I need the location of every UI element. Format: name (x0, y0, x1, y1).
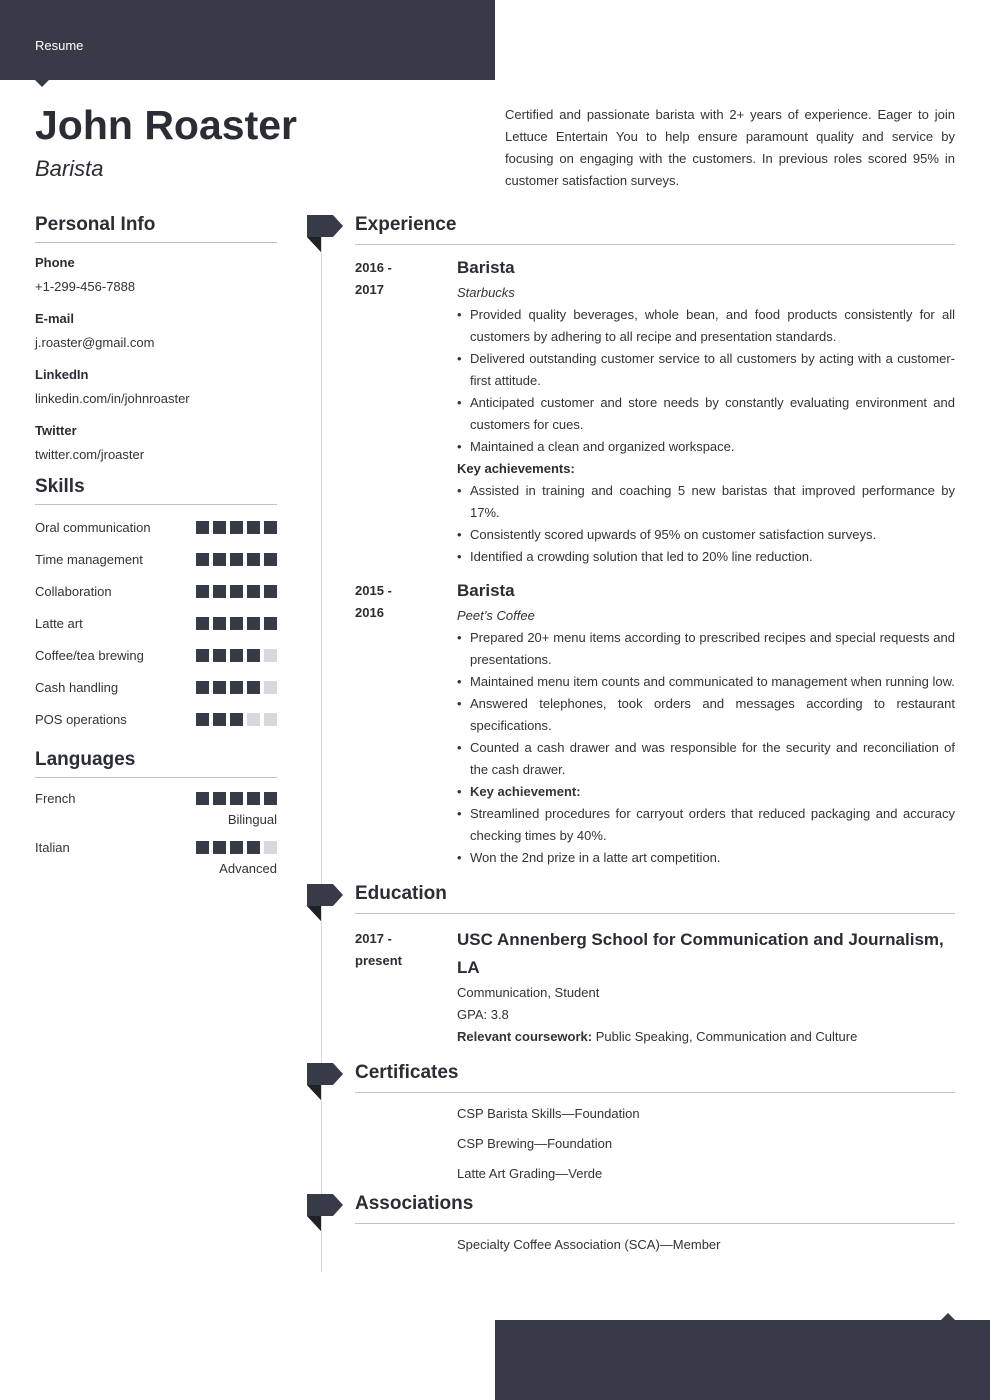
list-item: CSP Barista Skills—Foundation (457, 1106, 640, 1121)
section-flag-icon (307, 215, 344, 252)
summary-text: Certified and passionate barista with 2+ years of experience. Eager to join Lettuce Entertain You to help ensure paramount quality and service by focusing on engaging with the customers. In previous roles scored 95% in customer satisfaction surveys. (505, 107, 955, 188)
degree: Communication, Student (457, 985, 600, 1000)
rating-dot-filled (264, 553, 277, 566)
rating-dot-filled (247, 553, 260, 566)
skill-row (35, 575, 277, 607)
skill-row (35, 511, 277, 543)
list-item: Specialty Coffee Association (SCA)—Member (457, 1237, 721, 1252)
skill-rating (196, 553, 277, 566)
rating-dot-filled (247, 649, 260, 662)
skill-name: Coffee/tea brewing (35, 647, 144, 663)
list-item: • Provided quality beverages, whole bean, and food products consistently for all customers by adhering to all recipe and presentation standards. (457, 304, 955, 348)
left-column (35, 214, 277, 885)
list-item: • Prepared 20+ menu items according to prescribed recipes and special requests and presentations. (457, 627, 955, 671)
rating-dot-filled (196, 617, 209, 630)
twitter-label: Twitter (35, 423, 77, 438)
job-date-end: 2017 (355, 282, 384, 297)
list-item: • Delivered outstanding customer service to all customers by acting with a customer-first attitude. (457, 348, 955, 392)
list-item: • Streamlined procedures for carryout orders that reduced packaging and accuracy checking times by 40%. (457, 803, 955, 847)
rating-dot-filled (196, 713, 209, 726)
list-item: • Consistently scored upwards of 95% on customer satisfaction surveys. (457, 524, 955, 546)
timeline-line (321, 226, 322, 1272)
rating-dot-filled (247, 681, 260, 694)
education-date-start: 2017 - (355, 931, 392, 946)
skill-name: Oral communication (35, 519, 151, 535)
gpa: GPA: 3.8 (457, 1007, 509, 1022)
language-rating (196, 841, 277, 854)
languages-title: Languages (35, 749, 277, 778)
list-item: • Identified a crowding solution that led to 20% line reduction. (457, 546, 955, 568)
rating-dot-filled (196, 585, 209, 598)
skill-rating (196, 681, 277, 694)
phone-label: Phone (35, 255, 75, 270)
footer-notch (941, 1313, 955, 1320)
rating-dot-filled (230, 681, 243, 694)
responsibilities-list (457, 304, 955, 458)
email-value: j.roaster@gmail.com (35, 335, 155, 350)
skills-title: Skills (35, 476, 277, 505)
skill-rating (196, 521, 277, 534)
achievements-list (457, 480, 955, 568)
rating-dot-empty (247, 713, 260, 726)
skill-row (35, 607, 277, 639)
language-level: Advanced (219, 861, 277, 876)
skill-name: Collaboration (35, 583, 112, 599)
responsibilities-list (457, 627, 955, 869)
footer-band (495, 1320, 990, 1400)
skill-row (35, 543, 277, 575)
rating-dot-filled (247, 617, 260, 630)
list-item: • Assisted in training and coaching 5 new baristas that improved performance by 17%. (457, 480, 955, 524)
list-item: • Won the 2nd prize in a latte art competition. (457, 847, 955, 869)
skill-row (35, 703, 277, 735)
rating-dot-filled (196, 681, 209, 694)
header-band (0, 0, 495, 80)
rating-dot-empty (264, 841, 277, 854)
skill-row (35, 671, 277, 703)
rating-dot-filled (196, 521, 209, 534)
language-row (35, 839, 277, 855)
associations-list (457, 1234, 955, 1256)
rating-dot-filled (196, 649, 209, 662)
rating-dot-filled (213, 792, 226, 805)
rating-dot-filled (230, 617, 243, 630)
right-column (355, 214, 955, 1264)
skill-name: Time management (35, 551, 143, 567)
candidate-role: Barista (35, 156, 104, 181)
experience-title: Experience (355, 214, 955, 245)
rating-dot-filled (230, 792, 243, 805)
education-date-end: present (355, 953, 402, 968)
job-details (457, 580, 955, 869)
skill-rating (196, 713, 277, 726)
school-name: USC Annenberg School for Communication and Journalism, LA (457, 930, 944, 977)
job-date-start: 2016 - (355, 260, 392, 275)
rating-dot-filled (213, 841, 226, 854)
rating-dot-filled (264, 585, 277, 598)
education-title: Education (355, 883, 955, 914)
job-date (355, 580, 457, 869)
rating-dot-filled (230, 713, 243, 726)
section-flag-icon (307, 1063, 344, 1100)
skill-name: Cash handling (35, 679, 119, 695)
list-item: CSP Brewing—Foundation (457, 1136, 613, 1151)
certificates-section (355, 1062, 955, 1185)
rating-dot-filled (213, 617, 226, 630)
rating-dot-filled (213, 649, 226, 662)
rating-dot-filled (230, 649, 243, 662)
twitter-value: twitter.com/jroaster (35, 447, 145, 462)
rating-dot-filled (213, 553, 226, 566)
email-label: E-mail (35, 311, 75, 326)
skills-list (35, 511, 277, 735)
list-item: • Answered telephones, took orders and messages according to restaurant specifications. (457, 693, 955, 737)
list-item: • Anticipated customer and store needs by constantly evaluating environment and customers for cues. (457, 392, 955, 436)
section-flag-icon (307, 1194, 344, 1231)
job-entry (355, 257, 955, 568)
rating-dot-filled (213, 521, 226, 534)
rating-dot-filled (247, 521, 260, 534)
linkedin-label: LinkedIn (35, 367, 89, 382)
job-title: Barista (457, 581, 515, 600)
job-details (457, 257, 955, 568)
certificates-list (457, 1103, 955, 1185)
rating-dot-filled (247, 792, 260, 805)
language-level: Bilingual (227, 812, 277, 827)
skill-rating (196, 617, 277, 630)
rating-dot-filled (196, 553, 209, 566)
coursework-value: Public Speaking, Communication and Culture (595, 1029, 858, 1044)
skill-name: Latte art (35, 615, 83, 631)
personal-info-title: Personal Info (35, 214, 277, 243)
job-title: Barista (457, 258, 515, 277)
rating-dot-filled (230, 521, 243, 534)
linkedin-value: linkedin.com/in/johnroaster (35, 391, 190, 406)
experience-section (355, 214, 955, 869)
list-item: • Maintained menu item counts and communicated to management when running low. (457, 671, 955, 693)
rating-dot-filled (230, 585, 243, 598)
company-name: Starbucks (457, 285, 515, 300)
skill-row (35, 639, 277, 671)
header-notch (35, 80, 49, 87)
rating-dot-empty (264, 681, 277, 694)
language-name: Italian (35, 839, 70, 855)
coursework (457, 1026, 955, 1048)
section-flag-icon (307, 884, 344, 921)
job-entry (355, 580, 955, 869)
coursework-label: Relevant coursework: (457, 1029, 593, 1044)
rating-dot-empty (264, 649, 277, 662)
candidate-name: John Roaster (35, 102, 297, 148)
rating-dot-filled (247, 585, 260, 598)
languages-list (35, 790, 277, 876)
language-rating (196, 792, 277, 805)
job-date-end: 2016 (355, 605, 384, 620)
key-achievement-label: Key achievement: (470, 784, 581, 799)
rating-dot-filled (213, 585, 226, 598)
rating-dot-empty (264, 713, 277, 726)
rating-dot-filled (196, 792, 209, 805)
personal-info-list (35, 255, 277, 462)
rating-dot-filled (264, 617, 277, 630)
list-item: • Counted a cash drawer and was responsible for the security and reconciliation of the cash drawer. (457, 737, 955, 781)
list-item (457, 781, 955, 803)
language-row (35, 790, 277, 806)
rating-dot-filled (247, 841, 260, 854)
rating-dot-filled (230, 841, 243, 854)
rating-dot-filled (230, 553, 243, 566)
skill-rating (196, 585, 277, 598)
rating-dot-filled (196, 841, 209, 854)
education-section (355, 883, 955, 1048)
rating-dot-filled (264, 792, 277, 805)
job-date-start: 2015 - (355, 583, 392, 598)
list-item: Latte Art Grading—Verde (457, 1166, 603, 1181)
rating-dot-filled (213, 713, 226, 726)
education-details (457, 926, 955, 1048)
rating-dot-filled (213, 681, 226, 694)
certificates-title: Certificates (355, 1062, 955, 1093)
education-entry (355, 926, 955, 1048)
phone-value: +1-299-456-7888 (35, 279, 136, 294)
job-date (355, 257, 457, 568)
associations-title: Associations (355, 1193, 955, 1224)
rating-dot-filled (264, 521, 277, 534)
language-name: French (35, 790, 76, 806)
skill-name: POS operations (35, 711, 127, 727)
skill-rating (196, 649, 277, 662)
education-date (355, 926, 457, 1048)
key-achievements-label: Key achievements: (457, 461, 575, 476)
list-item: • Maintained a clean and organized workspace. (457, 436, 955, 458)
associations-section (355, 1193, 955, 1256)
resume-tag: Resume (35, 38, 84, 53)
company-name: Peet’s Coffee (457, 608, 535, 623)
